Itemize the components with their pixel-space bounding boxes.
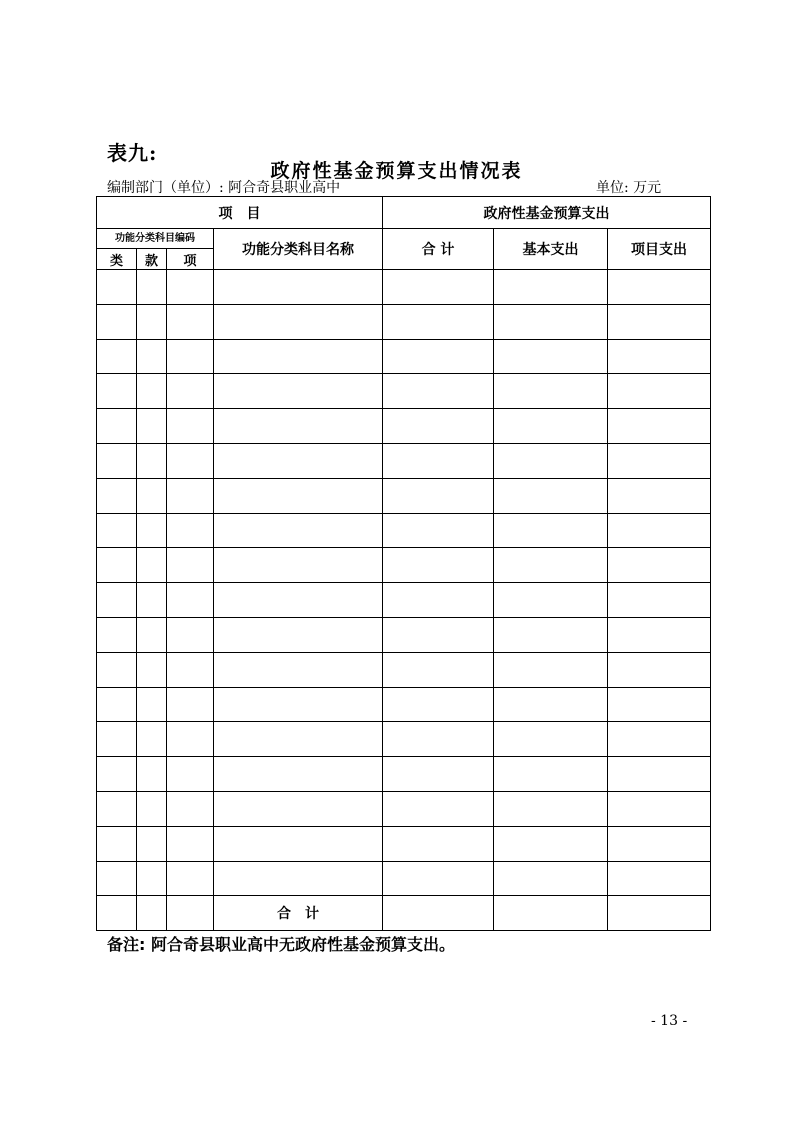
table-cell bbox=[97, 652, 137, 687]
table-cell bbox=[383, 478, 494, 513]
header-function-name: 功能分类科目名称 bbox=[214, 229, 383, 270]
table-cell bbox=[137, 478, 167, 513]
table-row bbox=[97, 374, 711, 409]
table-row bbox=[97, 687, 711, 722]
table-cell bbox=[137, 409, 167, 444]
table-cell bbox=[494, 687, 608, 722]
table-cell bbox=[167, 757, 214, 792]
table-cell bbox=[137, 722, 167, 757]
header-lei: 类 bbox=[97, 249, 137, 270]
table-cell bbox=[137, 791, 167, 826]
table-cell bbox=[383, 757, 494, 792]
table-cell bbox=[167, 861, 214, 896]
table-cell bbox=[214, 304, 383, 339]
table-cell bbox=[494, 722, 608, 757]
table-cell bbox=[137, 687, 167, 722]
table-cell bbox=[97, 722, 137, 757]
table-cell bbox=[97, 374, 137, 409]
header-basic-expenditure: 基本支出 bbox=[494, 229, 608, 270]
table-cell bbox=[214, 687, 383, 722]
table-cell bbox=[383, 583, 494, 618]
table-cell bbox=[383, 304, 494, 339]
table-cell bbox=[494, 826, 608, 861]
table-cell bbox=[167, 339, 214, 374]
table-cell bbox=[97, 687, 137, 722]
table-cell bbox=[608, 478, 711, 513]
table-cell bbox=[608, 443, 711, 478]
table-row bbox=[97, 339, 711, 374]
table-cell bbox=[494, 757, 608, 792]
table-cell bbox=[97, 409, 137, 444]
table-row bbox=[97, 652, 711, 687]
table-cell bbox=[97, 548, 137, 583]
table-cell bbox=[137, 861, 167, 896]
total-cell-xiang bbox=[167, 896, 214, 931]
table-cell bbox=[494, 791, 608, 826]
table-cell bbox=[383, 548, 494, 583]
table-cell bbox=[383, 687, 494, 722]
header-total: 合 计 bbox=[383, 229, 494, 270]
table-row bbox=[97, 304, 711, 339]
table-cell bbox=[214, 826, 383, 861]
table-row bbox=[97, 443, 711, 478]
table-row bbox=[97, 861, 711, 896]
table-cell bbox=[383, 374, 494, 409]
table-cell bbox=[494, 583, 608, 618]
table-cell bbox=[214, 617, 383, 652]
table-cell bbox=[97, 443, 137, 478]
table-cell bbox=[137, 443, 167, 478]
table-cell bbox=[608, 722, 711, 757]
table-cell bbox=[383, 722, 494, 757]
header-kuan: 款 bbox=[137, 249, 167, 270]
table-cell bbox=[137, 757, 167, 792]
table-row bbox=[97, 513, 711, 548]
table-cell bbox=[608, 304, 711, 339]
table-row bbox=[97, 617, 711, 652]
total-cell-lei bbox=[97, 896, 137, 931]
table-cell bbox=[167, 687, 214, 722]
table-cell bbox=[214, 791, 383, 826]
page-title: 政府性基金预算支出情况表 bbox=[270, 160, 523, 182]
table-cell bbox=[494, 304, 608, 339]
table-cell bbox=[167, 652, 214, 687]
table-cell bbox=[494, 339, 608, 374]
table-cell bbox=[167, 722, 214, 757]
table-cell bbox=[608, 409, 711, 444]
table-cell bbox=[383, 409, 494, 444]
table-cell bbox=[608, 270, 711, 305]
table-cell bbox=[214, 513, 383, 548]
header-project-expenditure: 项目支出 bbox=[608, 229, 711, 270]
table-cell bbox=[383, 513, 494, 548]
table-cell bbox=[97, 617, 137, 652]
table-cell bbox=[494, 478, 608, 513]
total-cell-kuan bbox=[137, 896, 167, 931]
table-cell bbox=[167, 270, 214, 305]
table-cell bbox=[608, 513, 711, 548]
header-function-code: 功能分类科目编码 bbox=[97, 229, 214, 249]
table-cell bbox=[167, 548, 214, 583]
table-cell bbox=[494, 270, 608, 305]
footnote: 备注: 阿合奇县职业高中无政府性基金预算支出。 bbox=[107, 935, 455, 954]
table-cell bbox=[214, 722, 383, 757]
table-cell bbox=[494, 374, 608, 409]
table-cell bbox=[137, 513, 167, 548]
table-cell bbox=[383, 617, 494, 652]
table-cell bbox=[97, 478, 137, 513]
table-number: 表九: bbox=[107, 141, 158, 165]
table-cell bbox=[494, 548, 608, 583]
table-cell bbox=[608, 757, 711, 792]
table-row bbox=[97, 757, 711, 792]
table-cell bbox=[608, 339, 711, 374]
table-cell bbox=[214, 409, 383, 444]
table-row bbox=[97, 478, 711, 513]
table-cell bbox=[214, 548, 383, 583]
table-cell bbox=[214, 583, 383, 618]
table-cell bbox=[167, 478, 214, 513]
table-cell bbox=[167, 409, 214, 444]
table-cell bbox=[137, 270, 167, 305]
table-cell bbox=[97, 757, 137, 792]
table-row bbox=[97, 270, 711, 305]
table-cell bbox=[167, 791, 214, 826]
table-cell bbox=[167, 583, 214, 618]
table-cell bbox=[167, 513, 214, 548]
table-cell bbox=[214, 270, 383, 305]
table-cell bbox=[97, 826, 137, 861]
table-row bbox=[97, 826, 711, 861]
table-cell bbox=[214, 339, 383, 374]
table-cell bbox=[137, 617, 167, 652]
header-xiang: 项 bbox=[167, 249, 214, 270]
table-cell bbox=[608, 861, 711, 896]
table-cell bbox=[214, 478, 383, 513]
table-cell bbox=[137, 339, 167, 374]
table-cell bbox=[608, 687, 711, 722]
table-cell bbox=[214, 757, 383, 792]
table-cell bbox=[608, 617, 711, 652]
table-cell bbox=[608, 374, 711, 409]
table-cell bbox=[383, 861, 494, 896]
total-label: 合 计 bbox=[214, 896, 383, 931]
total-cell-sum bbox=[383, 896, 494, 931]
table-cell bbox=[214, 652, 383, 687]
table-cell bbox=[97, 513, 137, 548]
table-cell bbox=[383, 791, 494, 826]
table-cell bbox=[167, 443, 214, 478]
unit-label: 单位: 万元 bbox=[596, 180, 662, 196]
table-cell bbox=[167, 374, 214, 409]
header-items: 项 目 bbox=[97, 197, 383, 229]
table-cell bbox=[608, 583, 711, 618]
table-cell bbox=[214, 861, 383, 896]
table-cell bbox=[608, 652, 711, 687]
table-cell bbox=[494, 409, 608, 444]
table-cell bbox=[494, 617, 608, 652]
table-cell bbox=[214, 443, 383, 478]
header-budget-expenditure: 政府性基金预算支出 bbox=[383, 197, 711, 229]
table-row bbox=[97, 409, 711, 444]
page-number: - 13 - bbox=[651, 1013, 688, 1029]
table-cell bbox=[97, 270, 137, 305]
table-cell bbox=[137, 304, 167, 339]
table-cell bbox=[137, 548, 167, 583]
table-cell bbox=[383, 443, 494, 478]
table-cell bbox=[97, 583, 137, 618]
table-cell bbox=[494, 513, 608, 548]
table-cell bbox=[608, 826, 711, 861]
table-cell bbox=[494, 861, 608, 896]
table-cell bbox=[214, 374, 383, 409]
table-cell bbox=[383, 826, 494, 861]
table-cell bbox=[494, 652, 608, 687]
department-label: 编制部门（单位）: 阿合奇县职业高中 bbox=[107, 180, 341, 196]
budget-table bbox=[96, 196, 711, 931]
table-cell bbox=[137, 652, 167, 687]
total-cell-project bbox=[608, 896, 711, 931]
table-cell bbox=[494, 443, 608, 478]
table-cell bbox=[97, 339, 137, 374]
table-cell bbox=[97, 791, 137, 826]
total-cell-basic bbox=[494, 896, 608, 931]
table-cell bbox=[608, 791, 711, 826]
table-cell bbox=[167, 617, 214, 652]
table-row bbox=[97, 791, 711, 826]
table-cell bbox=[137, 374, 167, 409]
table-row bbox=[97, 722, 711, 757]
table-cell bbox=[167, 304, 214, 339]
table-row bbox=[97, 583, 711, 618]
table-row bbox=[97, 548, 711, 583]
table-cell bbox=[383, 339, 494, 374]
table-cell bbox=[137, 583, 167, 618]
table-cell bbox=[97, 861, 137, 896]
table-cell bbox=[383, 270, 494, 305]
table-cell bbox=[137, 826, 167, 861]
table-cell bbox=[383, 652, 494, 687]
table-cell bbox=[608, 548, 711, 583]
table-cell bbox=[97, 304, 137, 339]
table-cell bbox=[167, 826, 214, 861]
